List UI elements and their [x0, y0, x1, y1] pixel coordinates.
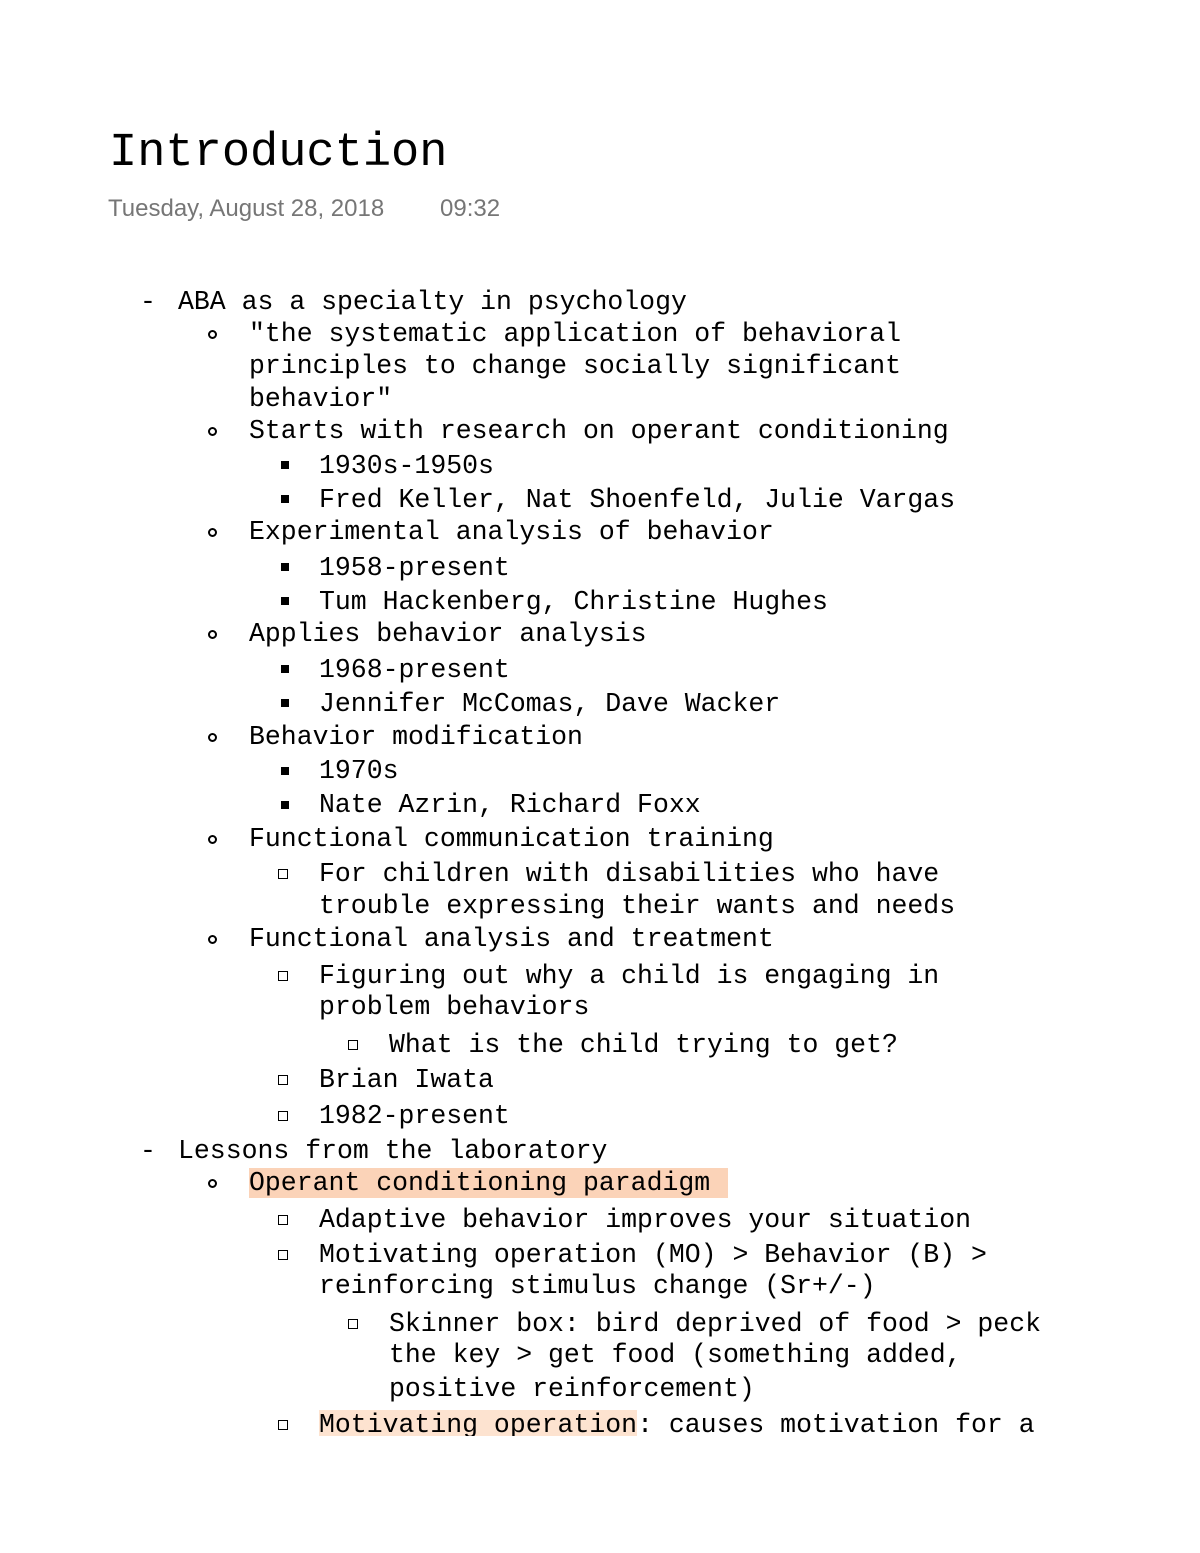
circle-bullet-icon	[208, 630, 217, 639]
circle-bullet-icon	[208, 1179, 217, 1188]
outline-item-continuation: trouble expressing their wants and needs	[319, 891, 956, 921]
outline-item: Behavior modification	[249, 722, 583, 752]
outline-item: For children with disabilities who have	[319, 859, 940, 889]
square-bullet-icon	[281, 699, 289, 707]
outline-item-continuation: behavior"	[249, 384, 393, 414]
hollow-square-bullet-icon	[348, 1319, 358, 1329]
hollow-square-bullet-icon	[278, 1420, 288, 1430]
outline-item: Fred Keller, Nat Shoenfeld, Julie Vargas	[319, 485, 956, 515]
square-bullet-icon	[281, 461, 289, 469]
outline-item	[319, 1409, 1035, 1436]
outline-item-continuation: reinforcing stimulus change (Sr+/-)	[319, 1271, 876, 1301]
outline-item	[249, 1167, 728, 1200]
outline-item: Brian Iwata	[319, 1065, 494, 1095]
outline-item: 1968-present	[319, 655, 510, 685]
outline-item-continuation: principles to change socially significant	[249, 351, 902, 381]
outline-item: Experimental analysis of behavior	[249, 517, 774, 547]
outline-item: Functional communication training	[249, 824, 774, 854]
circle-bullet-icon	[208, 935, 217, 944]
circle-bullet-icon	[208, 733, 217, 742]
hollow-square-bullet-icon	[278, 1075, 288, 1085]
hollow-square-bullet-icon	[278, 1111, 288, 1121]
outline-item: What is the child trying to get?	[389, 1030, 898, 1060]
square-bullet-icon	[281, 767, 289, 775]
outline-item: Motivating operation (MO) > Behavior (B) >	[319, 1240, 987, 1270]
outline-item-text: : causes motivation for a	[637, 1410, 1035, 1436]
outline-item: Functional analysis and treatment	[249, 924, 774, 954]
square-bullet-icon	[281, 597, 289, 605]
outline-item: Nate Azrin, Richard Foxx	[319, 790, 701, 820]
outline-item: Applies behavior analysis	[249, 619, 647, 649]
outline-item: Lessons from the laboratory	[178, 1136, 608, 1166]
hollow-square-bullet-icon	[278, 1215, 288, 1225]
outline-item: 1958-present	[319, 553, 510, 583]
highlighted-text: Operant conditioning paradigm	[249, 1168, 728, 1198]
outline-item-continuation: the key > get food (something added,	[389, 1340, 962, 1370]
hollow-square-bullet-icon	[348, 1040, 358, 1050]
square-bullet-icon	[281, 801, 289, 809]
circle-bullet-icon	[208, 330, 217, 339]
outline-item-continuation: problem behaviors	[319, 992, 590, 1022]
outline-item: "the systematic application of behavioral	[249, 319, 902, 349]
dash-bullet-icon: -	[140, 287, 156, 317]
page-time: 09:32	[440, 195, 501, 222]
circle-bullet-icon	[208, 528, 217, 537]
outline-item: 1970s	[319, 756, 399, 786]
circle-bullet-icon	[208, 835, 217, 844]
page-date: Tuesday, August 28, 2018	[108, 195, 385, 222]
circle-bullet-icon	[208, 427, 217, 436]
hollow-square-bullet-icon	[278, 971, 288, 981]
square-bullet-icon	[281, 495, 289, 503]
square-bullet-icon	[281, 563, 289, 571]
outline-item: Figuring out why a child is engaging in	[319, 961, 940, 991]
outline-item: Starts with research on operant conditioning	[249, 416, 949, 446]
hollow-square-bullet-icon	[278, 869, 288, 879]
square-bullet-icon	[281, 665, 289, 673]
outline-item: Skinner box: bird deprived of food > peck	[389, 1309, 1042, 1339]
hollow-square-bullet-icon	[278, 1250, 288, 1260]
highlighted-text: Motivating operation	[319, 1410, 637, 1436]
outline-item: ABA as a specialty in psychology	[178, 287, 687, 317]
outline-item-continuation: positive reinforcement)	[389, 1374, 755, 1404]
outline-item: 1982-present	[319, 1101, 510, 1131]
page-title: Introduction	[109, 127, 448, 180]
dash-bullet-icon: -	[140, 1136, 156, 1166]
outline-item: Adaptive behavior improves your situation	[319, 1205, 972, 1235]
outline-item: 1930s-1950s	[319, 451, 494, 481]
outline-item: Jennifer McComas, Dave Wacker	[319, 689, 781, 719]
outline-item: Tum Hackenberg, Christine Hughes	[319, 587, 828, 617]
